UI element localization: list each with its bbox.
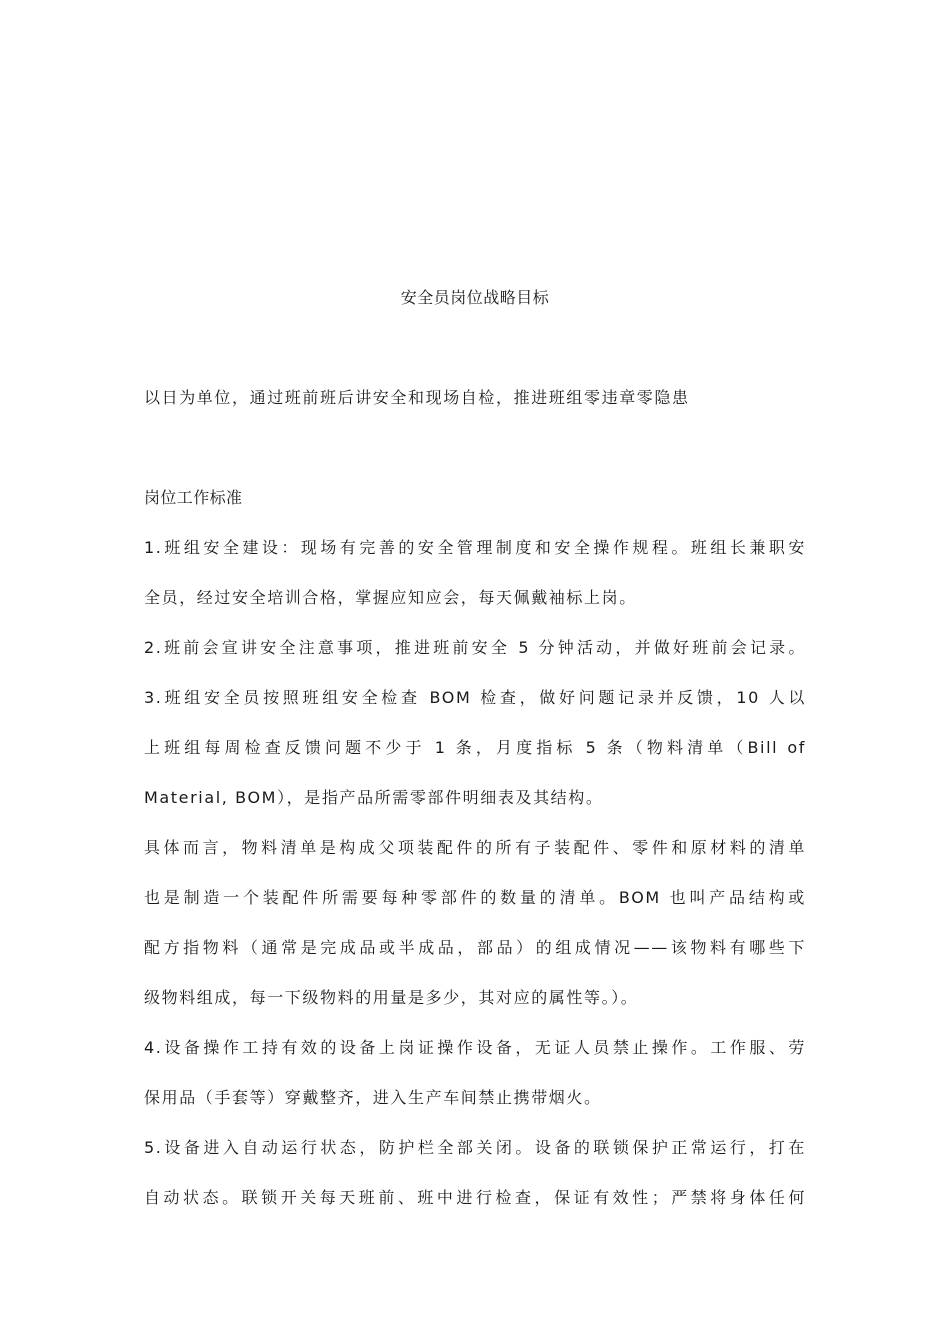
body-line: 2.班前会宣讲安全注意事项，推进班前安全 5 分钟活动，并做好班前会记录。 [144,638,806,657]
body-line: 配方指物料（通常是完成品或半成品，部品）的组成情况——该物料有哪些下 [144,938,806,957]
section-heading: 岗位工作标准 [144,488,243,507]
body-line: 保用品（手套等）穿戴整齐，进入生产车间禁止携带烟火。 [144,1088,602,1107]
body-line: Material, BOM），是指产品所需零部件明细表及其结构。 [144,788,604,807]
body-line: 全员，经过安全培训合格，掌握应知应会，每天佩戴袖标上岗。 [144,588,637,607]
body-line: 1.班组安全建设：现场有完善的安全管理制度和安全操作规程。班组长兼职安 [144,538,806,557]
document-title: 安全员岗位战略目标 [400,288,550,307]
body-line: 级物料组成，每一下级物料的用量是多少，其对应的属性等。）。 [144,988,639,1007]
body-line: 4.设备操作工持有效的设备上岗证操作设备，无证人员禁止操作。工作服、劳 [144,1038,806,1057]
body-line: 也是制造一个装配件所需要每种零部件的数量的清单。BOM 也叫产品结构或 [144,888,806,907]
body-line: 上班组每周检查反馈问题不少于 1 条，月度指标 5 条（物料清单（Bill of [144,738,806,757]
intro-paragraph: 以日为单位，通过班前班后讲安全和现场自检，推进班组零违章零隐患 [144,388,690,407]
body-line: 具体而言，物料清单是构成父项装配件的所有子装配件、零件和原材料的清单 [144,838,806,857]
body-line: 自动状态。联锁开关每天班前、班中进行检查，保证有效性；严禁将身体任何 [144,1188,806,1207]
body-line: 3.班组安全员按照班组安全检查 BOM 检查，做好问题记录并反馈，10 人以 [144,688,806,707]
body-line: 5.设备进入自动运行状态，防护栏全部关闭。设备的联锁保护正常运行，打在 [144,1138,806,1157]
